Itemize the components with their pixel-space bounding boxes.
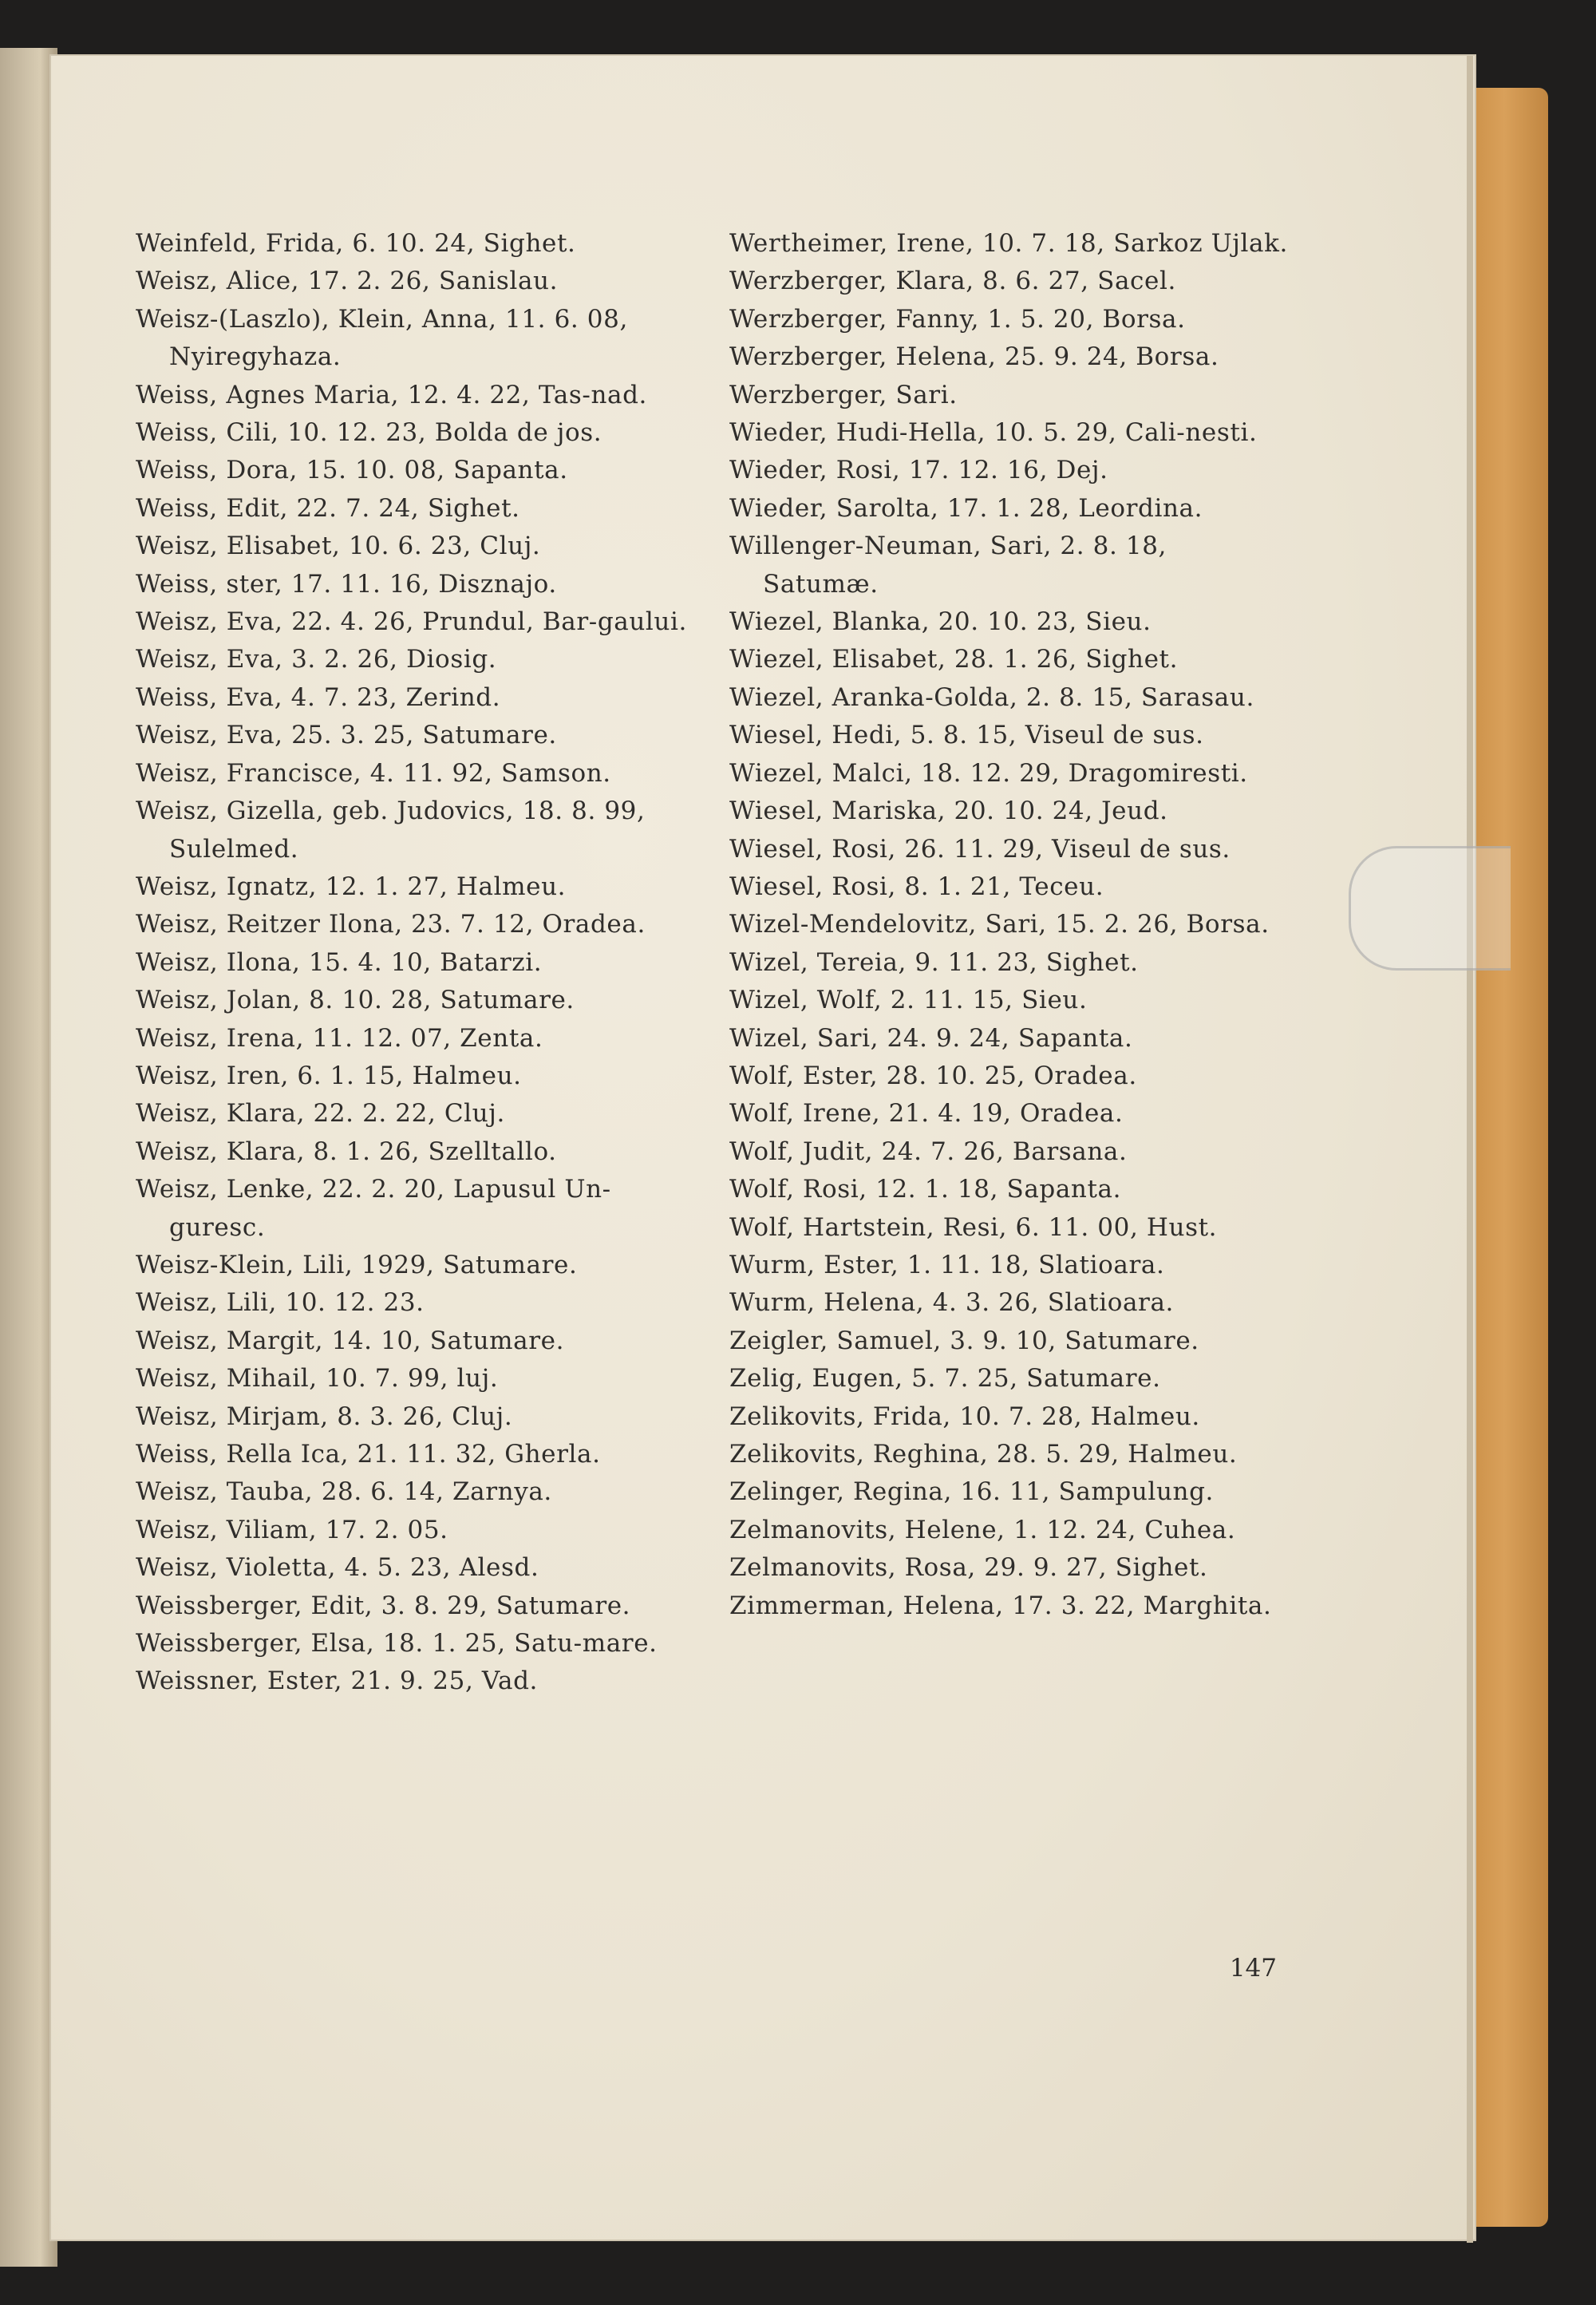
list-entry: Wurm, Helena, 4. 3. 26, Slatioara. bbox=[729, 1288, 1175, 1318]
list-entry: Wolf, Rosi, 12. 1. 18, Sapanta. bbox=[729, 1175, 1122, 1204]
list-entry: Weisz, Lenke, 22. 2. 20, Lapusul Un-guresc. bbox=[136, 1175, 611, 1242]
list-entry: Weisz, Ignatz, 12. 1. 27, Halmeu. bbox=[136, 872, 567, 901]
list-entry: Weiss, Rella Ica, 21. 11. 32, Gherla. bbox=[136, 1440, 601, 1469]
list-entry: Wiezel, Elisabet, 28. 1. 26, Sighet. bbox=[729, 645, 1179, 674]
list-entry: Weisz, Lili, 10. 12. 23. bbox=[136, 1288, 425, 1318]
list-entry: Zelikovits, Frida, 10. 7. 28, Halmeu. bbox=[729, 1402, 1200, 1431]
list-entry: Werzberger, Sari. bbox=[729, 380, 958, 409]
right-column bbox=[729, 225, 1288, 1625]
page-edge bbox=[1467, 56, 1473, 2243]
list-entry: Wolf, Hartstein, Resi, 6. 11. 00, Hust. bbox=[729, 1212, 1218, 1242]
list-entry: Werzberger, Fanny, 1. 5. 20, Borsa. bbox=[729, 304, 1186, 334]
list-entry: Wurm, Ester, 1. 11. 18, Slatioara. bbox=[729, 1250, 1165, 1279]
page-number: 147 bbox=[1229, 1954, 1277, 1983]
list-entry: Wieder, Hudi-Hella, 10. 5. 29, Cali-nesti. bbox=[729, 418, 1258, 448]
list-entry: Weinfeld, Frida, 6. 10. 24, Sighet. bbox=[136, 229, 576, 258]
list-entry: Wizel, Tereia, 9. 11. 23, Sighet. bbox=[729, 947, 1139, 977]
list-entry: Weisz, Eva, 22. 4. 26, Prundul, Bar-gaului. bbox=[136, 607, 687, 637]
list-entry: Weisz, Gizella, geb. Judovics, 18. 8. 99, Sulelmed. bbox=[136, 797, 646, 864]
list-entry: Weiss, Cili, 10. 12. 23, Bolda de jos. bbox=[136, 418, 602, 448]
list-entry: Weisz, Eva, 25. 3. 25, Satumare. bbox=[136, 721, 557, 750]
list-entry: Weisz, Tauba, 28. 6. 14, Zarnya. bbox=[136, 1477, 552, 1507]
list-entry: Zelig, Eugen, 5. 7. 25, Satumare. bbox=[729, 1364, 1161, 1394]
list-entry: Wieder, Sarolta, 17. 1. 28, Leordina. bbox=[729, 493, 1203, 523]
list-entry: Wieder, Rosi, 17. 12. 16, Dej. bbox=[729, 456, 1108, 485]
list-entry: Wiezel, Malci, 18. 12. 29, Dragomiresti. bbox=[729, 758, 1248, 788]
list-entry: Weisz, Mirjam, 8. 3. 26, Cluj. bbox=[136, 1402, 513, 1431]
list-entry: Weiss, Edit, 22. 7. 24, Sighet. bbox=[136, 493, 520, 523]
list-entry: Wizel, Wolf, 2. 11. 15, Sieu. bbox=[729, 986, 1088, 1015]
list-entry: Zeigler, Samuel, 3. 9. 10, Satumare. bbox=[729, 1326, 1199, 1355]
list-entry: Weisz, Alice, 17. 2. 26, Sanislau. bbox=[136, 267, 559, 296]
list-entry: Werzberger, Helena, 25. 9. 24, Borsa. bbox=[729, 342, 1219, 372]
list-entry: Weisz, Mihail, 10. 7. 99, luj. bbox=[136, 1364, 499, 1394]
list-entry: Willenger-Neuman, Sari, 2. 8. 18, Satumæ. bbox=[729, 532, 1167, 599]
list-entry: Weisz, Francisce, 4. 11. 92, Samson. bbox=[136, 758, 611, 788]
list-entry: Weisz, Klara, 8. 1. 26, Szelltallo. bbox=[136, 1137, 557, 1166]
list-entry: Wiesel, Mariska, 20. 10. 24, Jeud. bbox=[729, 797, 1168, 826]
list-entry: Zelmanovits, Rosa, 29. 9. 27, Sighet. bbox=[729, 1553, 1208, 1583]
list-entry: Zelmanovits, Helene, 1. 12. 24, Cuhea. bbox=[729, 1515, 1236, 1544]
list-entry: Weisz, Violetta, 4. 5. 23, Alesd. bbox=[136, 1553, 539, 1583]
list-entry: Wiesel, Hedi, 5. 8. 15, Viseul de sus. bbox=[729, 721, 1204, 750]
list-entry: Weisz, Viliam, 17. 2. 05. bbox=[136, 1515, 448, 1544]
list-entry: Wizel, Sari, 24. 9. 24, Sapanta. bbox=[729, 1023, 1133, 1053]
list-entry: Weissberger, Elsa, 18. 1. 25, Satu-mare. bbox=[136, 1629, 658, 1659]
left-column bbox=[136, 225, 694, 1701]
list-entry: Weisz, Irena, 11. 12. 07, Zenta. bbox=[136, 1023, 543, 1053]
list-entry: Wolf, Judit, 24. 7. 26, Barsana. bbox=[729, 1137, 1128, 1166]
list-entry: Wiezel, Blanka, 20. 10. 23, Sieu. bbox=[729, 607, 1152, 637]
list-entry: Weisz, Margit, 14. 10, Satumare. bbox=[136, 1326, 565, 1355]
list-entry: Zelikovits, Reghina, 28. 5. 29, Halmeu. bbox=[729, 1440, 1238, 1469]
list-entry: Weisz, Eva, 3. 2. 26, Diosig. bbox=[136, 645, 497, 674]
list-entry: Weisz, Elisabet, 10. 6. 23, Cluj. bbox=[136, 532, 541, 561]
list-entry: Werzberger, Klara, 8. 6. 27, Sacel. bbox=[729, 267, 1176, 296]
list-entry: Weiss, ster, 17. 11. 16, Disznajo. bbox=[136, 569, 557, 599]
list-entry: Weiss, Agnes Maria, 12. 4. 22, Tas-nad. bbox=[136, 380, 647, 409]
list-entry: Wiesel, Rosi, 8. 1. 21, Teceu. bbox=[729, 872, 1104, 901]
list-entry: Weiss, Eva, 4. 7. 23, Zerind. bbox=[136, 682, 501, 712]
list-entry: Weissberger, Edit, 3. 8. 29, Satumare. bbox=[136, 1591, 631, 1620]
list-entry: Weisz-(Laszlo), Klein, Anna, 11. 6. 08, Nyiregyhaza. bbox=[136, 304, 628, 372]
list-entry: Wolf, Ester, 28. 10. 25, Oradea. bbox=[729, 1061, 1137, 1090]
list-entry: Weisz, Reitzer Ilona, 23. 7. 12, Oradea. bbox=[136, 910, 646, 939]
list-entry: Wiezel, Aranka-Golda, 2. 8. 15, Sarasau. bbox=[729, 682, 1254, 712]
list-entry: Wiesel, Rosi, 26. 11. 29, Viseul de sus. bbox=[729, 834, 1231, 864]
paper-clip bbox=[1349, 846, 1511, 971]
list-entry: Zimmerman, Helena, 17. 3. 22, Marghita. bbox=[729, 1591, 1272, 1620]
list-entry: Weisz, Iren, 6. 1. 15, Halmeu. bbox=[136, 1061, 522, 1090]
list-entry: Zelinger, Regina, 16. 11, Sampulung. bbox=[729, 1477, 1214, 1507]
list-entry: Weiss, Dora, 15. 10. 08, Sapanta. bbox=[136, 456, 568, 485]
list-entry: Weisz-Klein, Lili, 1929, Satumare. bbox=[136, 1250, 578, 1279]
list-entry: Wizel-Mendelovitz, Sari, 15. 2. 26, Borsa. bbox=[729, 910, 1270, 939]
list-entry: Weisz, Klara, 22. 2. 22, Cluj. bbox=[136, 1099, 505, 1129]
list-entry: Weissner, Ester, 21. 9. 25, Vad. bbox=[136, 1666, 538, 1696]
list-entry: Weisz, Ilona, 15. 4. 10, Batarzi. bbox=[136, 947, 543, 977]
list-entry: Wolf, Irene, 21. 4. 19, Oradea. bbox=[729, 1099, 1124, 1129]
list-entry: Wertheimer, Irene, 10. 7. 18, Sarkoz Ujlak. bbox=[729, 229, 1288, 258]
list-entry: Weisz, Jolan, 8. 10. 28, Satumare. bbox=[136, 986, 575, 1015]
